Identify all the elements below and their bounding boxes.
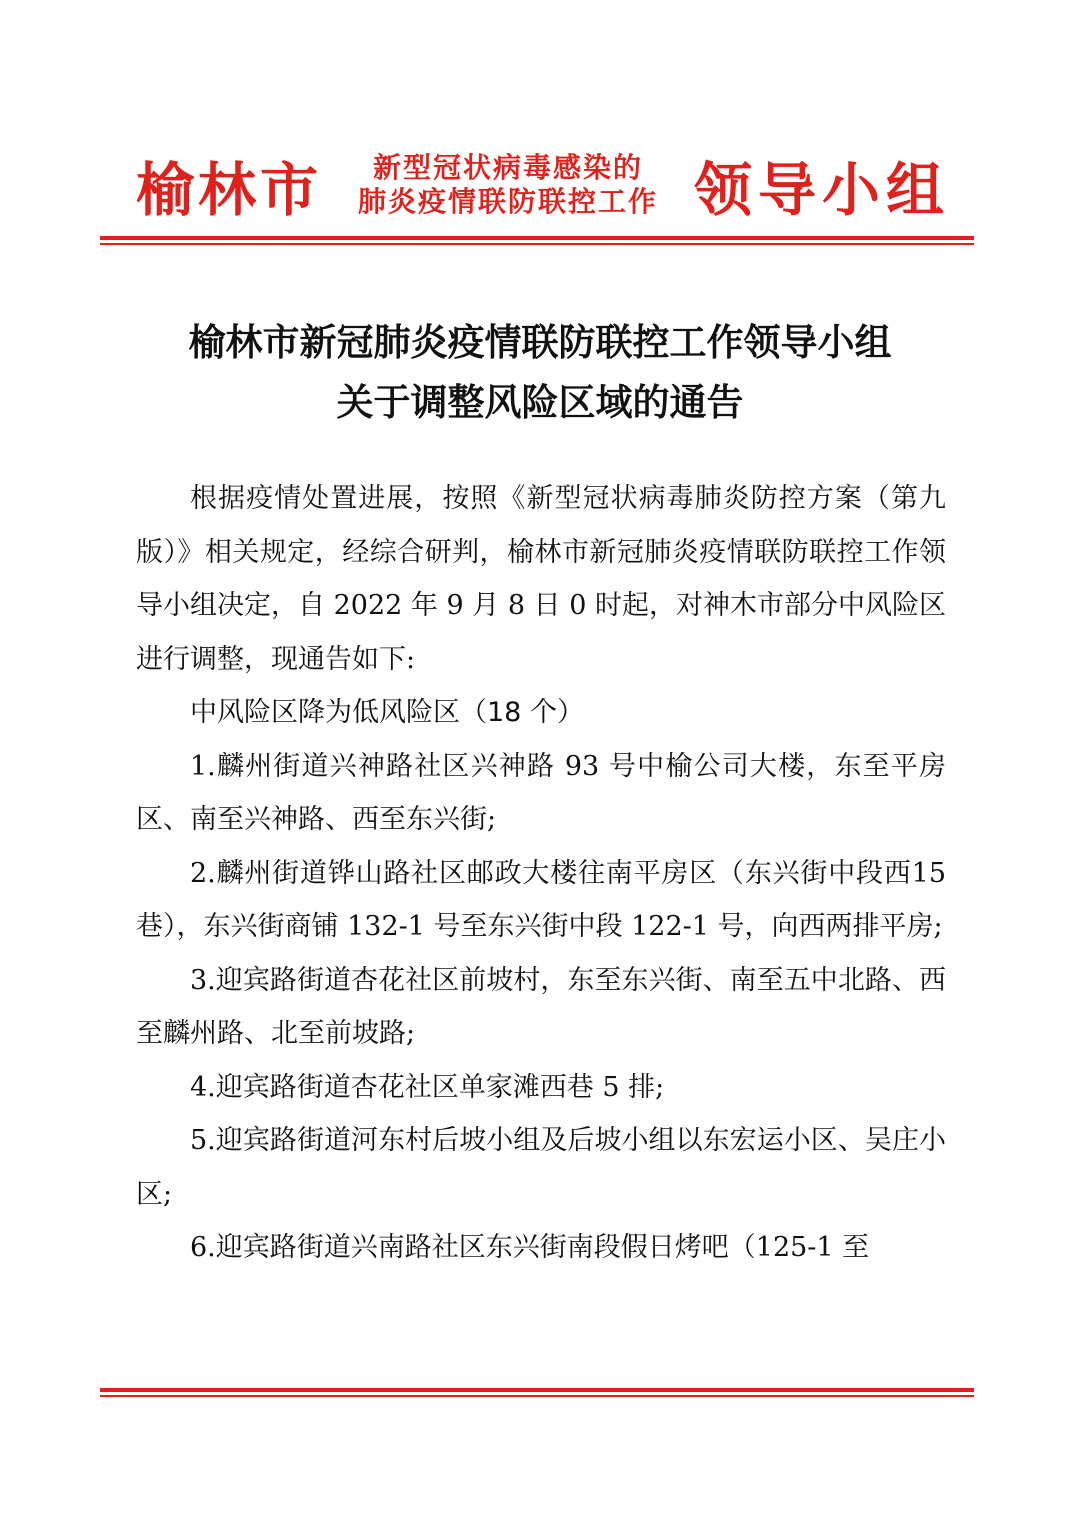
list-item: 4.迎宾路街道杏花社区单家滩西巷 5 排; (190, 1071, 665, 1103)
letterhead-suffix: 领导小组 (693, 156, 950, 224)
letterhead-city: 榆林市 (136, 156, 323, 224)
list-item: 1.麟州街道兴神路社区兴神路 93 号中榆公司大楼，东至平房区、南至兴神路、西至东兴街; (136, 750, 946, 835)
section-subheading: 中风险区降为低风险区（18 个） (190, 697, 584, 728)
letterhead-middle-line2: 肺炎疫情联防联控工作 (357, 185, 658, 218)
list-item: 3.迎宾路街道杏花社区前坡村，东至东兴街、南至五中北路、西至麟州路、北至前坡路; (136, 964, 946, 1049)
list-item: 2.麟州街道铧山路社区邮政大楼往南平房区（东兴街中段西15 巷），东兴街商铺 132-1 号至东兴街中段 122-1 号，向西两排平房; (136, 857, 946, 942)
letterhead-middle (358, 151, 658, 219)
letterhead (100, 140, 980, 230)
document-title-line1: 榆林市新冠肺炎疫情联防联控工作领导小组 (188, 320, 892, 364)
intro-paragraph: 根据疫情处置进展，按照《新型冠状病毒肺炎防控方案（第九版）》相关规定，经综合研判，榆林市新冠肺炎疫情联防联控工作领导小组决定，自 2022 年 9 月 8 日 0 时起，对神木市部分中风险区进行调整，现通告如下: (136, 483, 946, 675)
header-divider (100, 236, 974, 245)
list-item: 5.迎宾路街道河东村后坡小组及后坡小组以东宏运小区、吴庄小区; (136, 1125, 946, 1210)
document-body (136, 472, 946, 1275)
document-title-line2: 关于调整风险区域的通告 (336, 380, 744, 424)
footer-divider (100, 1388, 974, 1397)
letterhead-middle-line1: 新型冠状病毒感染的 (372, 151, 643, 184)
list-item: 6.迎宾路街道兴南路社区东兴街南段假日烤吧（125-1 至 (190, 1232, 870, 1263)
